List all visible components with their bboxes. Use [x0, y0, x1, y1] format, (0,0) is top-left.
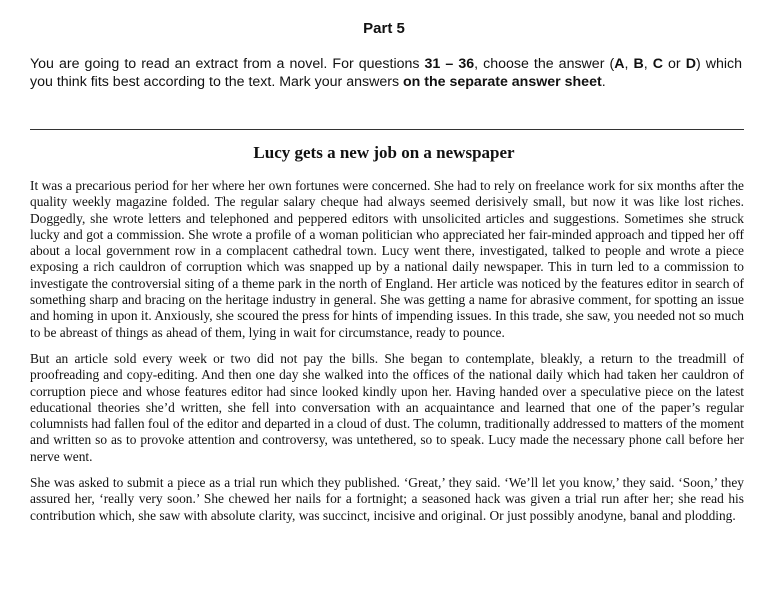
instructions-text: , choose the answer ( — [474, 56, 615, 72]
article-title: Lucy gets a new job on a newspaper — [253, 143, 515, 162]
option-c: C — [652, 56, 663, 72]
question-range: 31 – 36 — [424, 56, 475, 72]
instructions-text: . — [601, 73, 606, 90]
instructions-text: ) which you think fits best according to the text. Mark your answers — [30, 56, 742, 90]
instructions-text: You are going to read an extract from a novel. For questions — [30, 56, 425, 72]
article-paragraph-2: But an article sold every week or two did not pay the bills. She began to contemplate, bleakly, a return to the treadmill of proofreading and copy-editing. And then one day she walked into the offices of the national daily which had taken her cauldron of corruption piece and whose features editor had since looked kindly upon her. Having handed over a speculative piece on the latest educational theories she’d written, she fell into conversation with an acquaintance and learned that one of the paper’s regular columnists had fallen foul of the editor and departed in a cloud of dust. The column, traditionally addressed to matters of the moment and written so as to provoke attention and controversy, was untethered, so to speak. Lucy made the necessary phone call before her nerve went. — [30, 350, 744, 464]
article-paragraph-1: It was a precarious period for her where her own fortunes were concerned. She had to rely on freelance work for six months after the quality weekly magazine folded. The regular salary cheque had always seemed derisively small, but now it was like lost riches. Doggedly, she wrote letters and telephoned and peppered editors with unsolicited articles and suggestions. Sometimes she struck lucky and got a commission. She wrote a profile of a woman politician who appreciated her fair-minded approach and tipped her off about a local government row in a complacent cathedral town. Lucy went there, investigated, talked to people and wrote a piece exposing a rich cauldron of corruption which was snapped up by a national daily newspaper. This in turn led to a commission to investigate the controversial siting of a theme park in the north of England. Her article was noticed by the features editor in search of something sharp and bracing on the heritage industry in general. She was getting a name for abrasive comment, for spotting an issue and homing in upon it. Anxiously, she scoured the press for hints of impending issues. In this trade, she saw, you needed not so much to be abreast of things as ahead of them, lying in wait for circumstance, ready to pounce. — [30, 178, 744, 340]
option-a: A — [614, 56, 625, 72]
instructions-text: or — [662, 56, 686, 72]
divider — [30, 129, 744, 130]
instructions-text: , — [643, 56, 653, 72]
option-b: B — [633, 56, 644, 72]
option-d: D — [685, 56, 696, 72]
part-heading: Part 5 — [363, 20, 405, 37]
instructions — [30, 56, 742, 91]
article-paragraph-3: She was asked to submit a piece as a trial run which they published. ‘Great,’ they said. ‘We’ll let you know,’ they said. ‘Soon,’ they assured her, ‘really very soon.’ She chewed her nails for a fortnight; a seasoned hack was given a trial run after her; she read his contribution which, she saw with absolute clarity, was succinct, incisive and original. Or just possibly anodyne, banal and plodding. — [30, 475, 744, 523]
article-body — [30, 178, 744, 534]
instructions-text: , — [624, 56, 634, 72]
answer-sheet-emphasis: on the separate answer sheet — [402, 73, 602, 90]
